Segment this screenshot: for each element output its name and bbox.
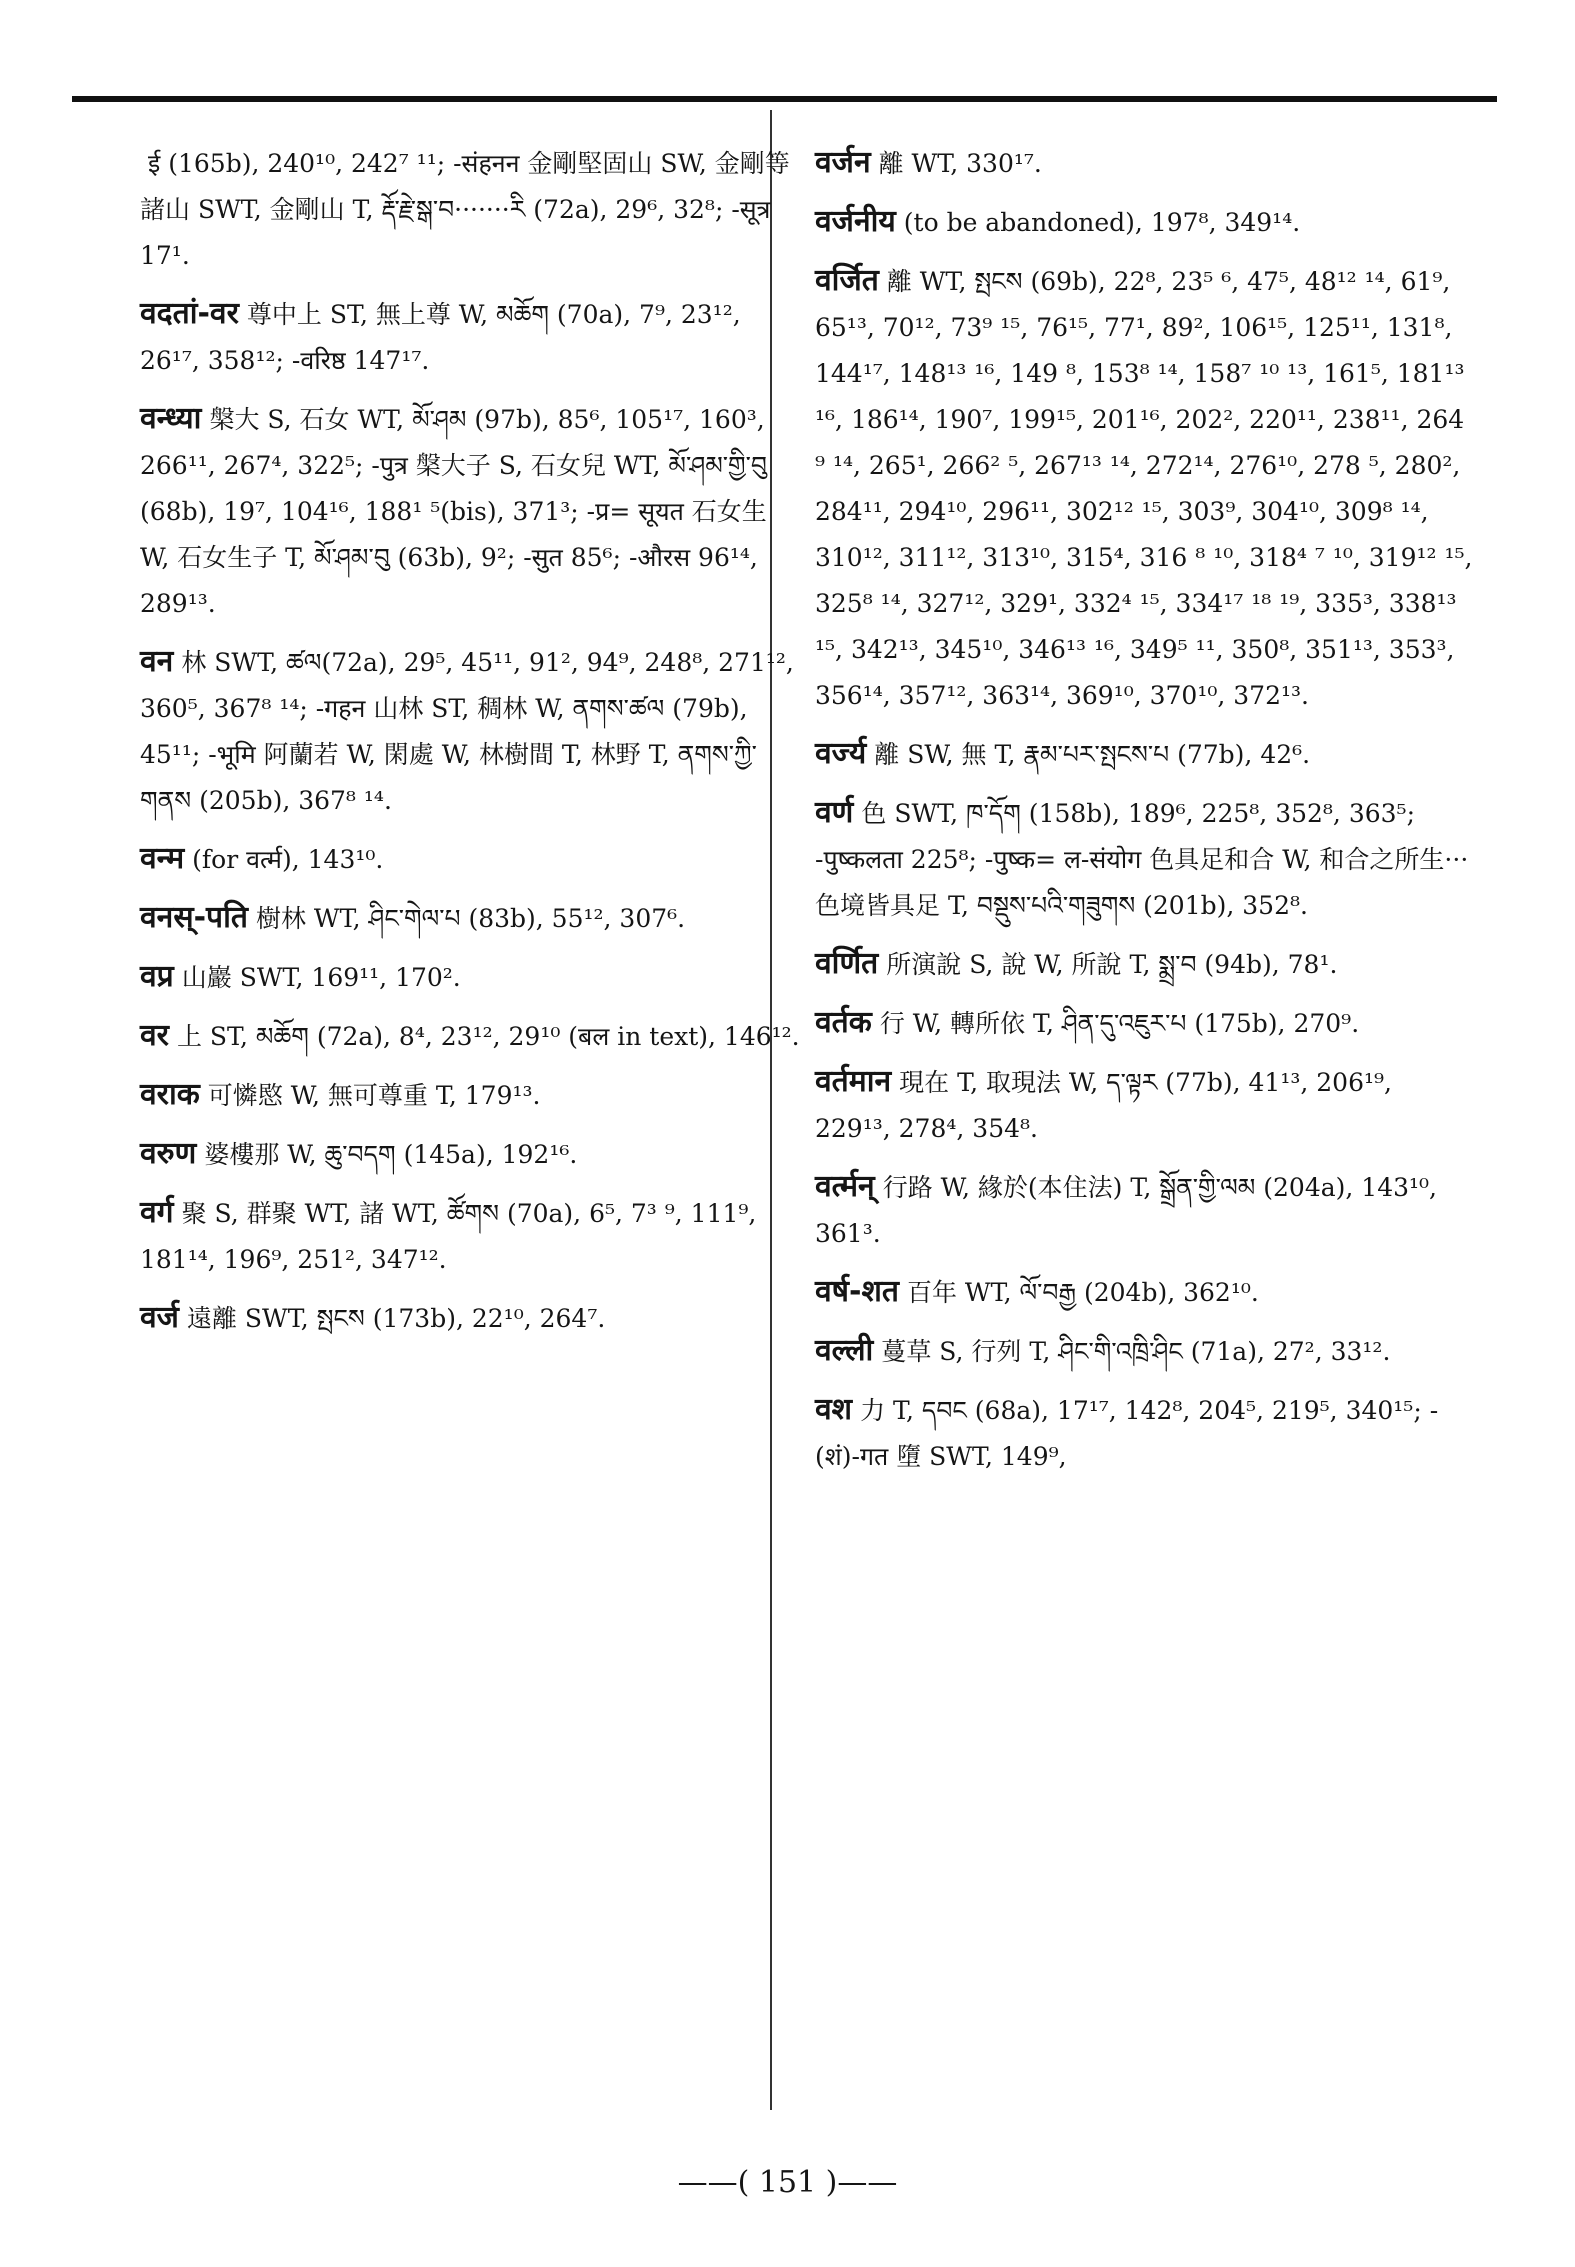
entry-headword: वरुण <box>140 1136 197 1171</box>
dictionary-entry <box>140 396 800 627</box>
entry-headword: वनस्-पति <box>140 900 248 935</box>
dictionary-entry <box>815 1059 1475 1152</box>
left-column <box>140 140 800 1354</box>
entry-headword: वर <box>140 1018 169 1053</box>
entry-body: 色 SWT, ཁ་དོག (158b), 189⁶, 225⁸, 352⁸, 363⁵; -पुष्कलता 225⁸; -पुष्क= ल-संयोग 色具足和合 W, 和合之所生···色境皆具足 T, བསྡུས་པའི་གཟུགས (201b), 352⁸. <box>815 799 1469 920</box>
dictionary-entry <box>140 836 800 883</box>
entry-headword: वश <box>815 1392 853 1427</box>
entry-headword: वर्जन <box>815 145 871 180</box>
entry-body: 林 SWT, ཚལ(72a), 29⁵, 45¹¹, 91², 94⁹, 248⁸, 271¹², 360⁵, 367⁸ ¹⁴; -गहन 山林 ST, 稠林 W, ནགས་ཚལ (79b), 45¹¹; -भूमि 阿蘭若 W, 閑處 W, 林樹間 T, 林野 T, ནགས་ཀྱི་གནས (205b), 367⁸ ¹⁴. <box>140 648 794 815</box>
right-column <box>815 140 1475 1492</box>
dictionary-entry <box>815 1164 1475 1257</box>
entry-headword: वर्ण <box>815 795 854 830</box>
entry-body: 蔓草 S, 行列 T, ཤིང་གི་འཁྲི་ཤིང (71a), 27², 33¹². <box>881 1337 1391 1366</box>
dictionary-entry <box>140 1190 800 1283</box>
dictionary-entry <box>815 140 1475 187</box>
entry-body: 行 W, 轉所依 T, ཤིན་དུ་འཇུར་པ (175b), 270⁹. <box>879 1009 1360 1038</box>
entry-headword: वन्म <box>140 841 185 876</box>
entry-body: 聚 S, 群聚 WT, 諸 WT, ཚོགས (70a), 6⁵, 7³ ⁹, 111⁹, 181¹⁴, 196⁹, 251², 347¹². <box>140 1199 757 1274</box>
dictionary-entry <box>815 1000 1475 1047</box>
entry-body: 槃大 S, 石女 WT, མོ་ཤམ (97b), 85⁶, 105¹⁷, 160³, 266¹¹, 267⁴, 322⁵; -पुत्र 槃大子 S, 石女兒 WT, མོ་ཤམ་གྱི་བུ (68b), 19⁷, 104¹⁶, 188¹ ⁵(bis), 371³; -प्र= सूयत 石女生 W, 石女生子 T, མོ་ཤམ་བུ (63b), 9²; -सुत 85⁶; -औरस 96¹⁴, 289¹³. <box>140 405 767 618</box>
entry-body: 可憐愍 W, 無可尊重 T, 179¹³. <box>207 1081 541 1110</box>
dictionary-entry <box>815 199 1475 246</box>
entry-body: 所演說 S, 說 W, 所說 T, སྨྲ་བ (94b), 78¹. <box>886 950 1338 979</box>
dictionary-entry <box>815 941 1475 988</box>
entry-body: 百年 WT, ལོ་བརྒྱ (204b), 362¹⁰. <box>906 1278 1259 1307</box>
dictionary-entry <box>140 1013 800 1060</box>
entry-headword: वर्तमान <box>815 1064 892 1099</box>
entry-headword: वर्जनीय <box>815 204 896 239</box>
entry-headword: वर्तक <box>815 1005 872 1040</box>
entry-body: 行路 W, 緣於(本住法) T, སྒྲོན་གྱི་ལམ (204a), 143¹⁰, 361³. <box>815 1173 1437 1248</box>
dictionary-entry <box>815 1387 1475 1480</box>
entry-body: 山巖 SWT, 169¹¹, 170². <box>181 963 461 992</box>
entry-body: 離 SW, 無 T, རྣམ་པར་སྤངས་པ (77b), 42⁶. <box>874 740 1311 769</box>
entry-body: 婆樓那 W, ཆུ་བདག (145a), 192¹⁶. <box>204 1140 578 1169</box>
entry-body: 尊中上 ST, 無上尊 W, མཆོག (70a), 7⁹, 23¹², 26¹⁷, 358¹²; -वरिष्ठ 147¹⁷. <box>140 300 741 375</box>
entry-headword: वर्ग <box>140 1195 174 1230</box>
entry-headword: वन्ध्या <box>140 401 202 436</box>
entry-body: 離 WT, སྤངས (69b), 22⁸, 23⁵ ⁶, 47⁵, 48¹² ¹⁴, 61⁹, 65¹³, 70¹², 73⁹ ¹⁵, 76¹⁵, 77¹, 89², 106¹⁵, 125¹¹, 131⁸, 144¹⁷, 148¹³ ¹⁶, 149 ⁸, 153⁸ ¹⁴, 158⁷ ¹⁰ ¹³, 161⁵, 181¹³ ¹⁶, 186¹⁴, 190⁷, 199¹⁵, 201¹⁶, 202², 220¹¹, 238¹¹, 264 ⁹ ¹⁴, 265¹, 266² ⁵, 267¹³ ¹⁴, 272¹⁴, 276¹⁰, 278 ⁵, 280², 284¹¹, 294¹⁰, 296¹¹, 302¹² ¹⁵, 303⁹, 304¹⁰, 309⁸ ¹⁴, 310¹², 311¹², 313¹⁰, 315⁴, 316 ⁸ ¹⁰, 318⁴ ⁷ ¹⁰, 319¹² ¹⁵, 325⁸ ¹⁴, 327¹², 329¹, 332⁴ ¹⁵, 334¹⁷ ¹⁸ ¹⁹, 335³, 338¹³ ¹⁵, 342¹³, 345¹⁰, 346¹³ ¹⁶, 349⁵ ¹¹, 350⁸, 351¹³, 353³, 356¹⁴, 357¹², 363¹⁴, 369¹⁰, 370¹⁰, 372¹³. <box>815 267 1473 710</box>
dictionary-entry <box>815 1328 1475 1375</box>
entry-body: 力 T, དབང (68a), 17¹⁷, 142⁸, 204⁵, 219⁵, 340¹⁵; -(शं)-गत 墮 SWT, 149⁹, <box>815 1396 1439 1471</box>
dictionary-entry <box>815 790 1475 929</box>
dictionary-entry <box>140 140 800 279</box>
dictionary-entry <box>140 895 800 942</box>
entry-body: 遠離 SWT, སྤངས (173b), 22¹⁰, 264⁷. <box>186 1304 606 1333</box>
entry-headword: वर्ज <box>140 1300 179 1335</box>
dictionary-entry <box>140 291 800 384</box>
dictionary-entry <box>140 639 800 824</box>
entry-headword: वल्ली <box>815 1333 874 1368</box>
entry-headword: वर्त्मन् <box>815 1169 875 1204</box>
entry-body: 樹林 WT, ཤིང་གེལ་པ (83b), 55¹², 307⁶. <box>255 904 686 933</box>
entry-body: 現在 T, 取現法 W, ད་ལྟར (77b), 41¹³, 206¹⁹, 229¹³, 278⁴, 354⁸. <box>815 1068 1392 1143</box>
dictionary-entry <box>815 258 1475 719</box>
dictionary-entry <box>140 1295 800 1342</box>
dictionary-entry <box>815 731 1475 778</box>
entry-body: (to be abandoned), 197⁸, 349¹⁴. <box>903 208 1301 237</box>
dictionary-entry <box>140 1131 800 1178</box>
entry-headword: वर्ज्य <box>815 736 867 771</box>
entry-body: (for वर्त्म), 143¹⁰. <box>192 845 384 874</box>
entry-body: ई (165b), 240¹⁰, 242⁷ ¹¹; -संहनन 金剛堅固山 SW, 金剛等諸山 SWT, 金剛山 T, རྡོ་རྗེ་སྒ་བ·······རི (72a), 29⁶, 32⁸; -सूत्र 17¹. <box>140 149 790 270</box>
entry-headword: वन <box>140 644 174 679</box>
entry-body: 離 WT, 330¹⁷. <box>878 149 1042 178</box>
dictionary-entry <box>140 954 800 1001</box>
top-rule <box>72 96 1497 102</box>
dictionary-entry <box>140 1072 800 1119</box>
entry-headword: वर्जित <box>815 263 879 298</box>
entry-headword: वदतां-वर <box>140 296 239 331</box>
entry-headword: वप्र <box>140 959 174 994</box>
entry-headword: वर्णित <box>815 946 879 981</box>
entry-headword: वर्ष-शत <box>815 1274 899 1309</box>
entry-body: 上 ST, མཆོག (72a), 8⁴, 23¹², 29¹⁰ (बल in text), 146¹². <box>176 1022 800 1051</box>
page-number: ——( 151 )—— <box>677 2165 898 2200</box>
entry-headword: वराक <box>140 1077 200 1112</box>
dictionary-entry <box>815 1269 1475 1316</box>
